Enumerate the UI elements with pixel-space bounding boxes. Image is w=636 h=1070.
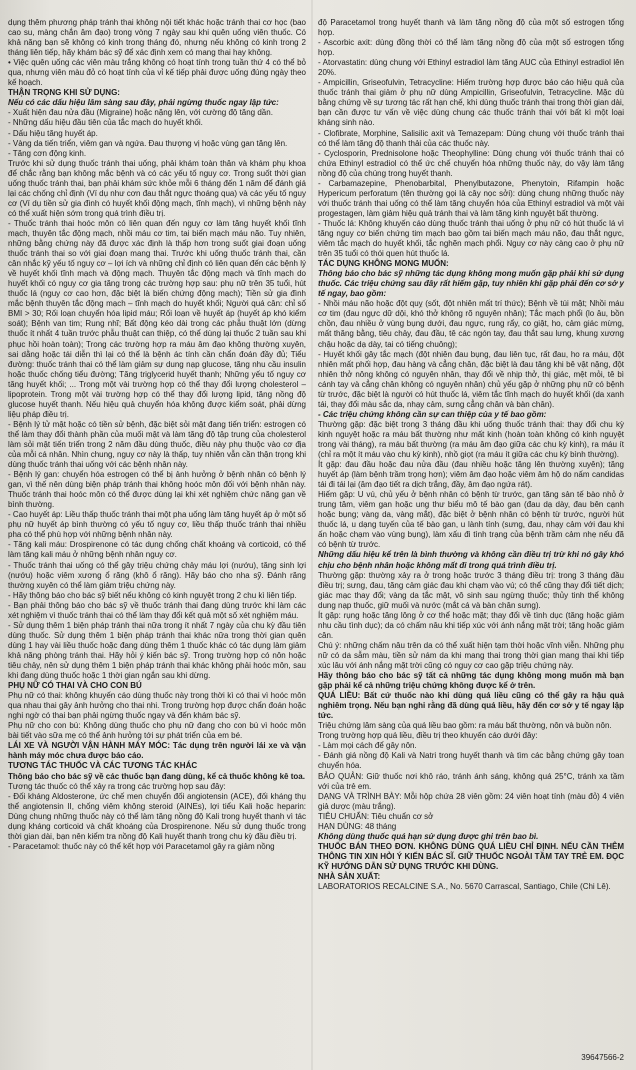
paragraph: Thường gặp: thường xảy ra ở trong hoặc trước 3 tháng điều trị: trong 3 tháng đầu điều trị; sưng, đau, tăng cảm giác đau khi chạm vào vú; có thể cũng thay đổi tiết dịch; giác mạc thay đổi; vàng da tắc mật, vô sinh sau ngừng thuốc; thủy tinh thể không dung nạp thuốc, giữ muối và nước (mắt cá và bàn chân sưng). bbox=[318, 570, 624, 610]
section-heading: TÁC DỤNG KHÔNG MONG MUỐN: bbox=[318, 259, 449, 269]
emphasis-paragraph: Những dấu hiệu kể trên là bình thường và không cần điều trị trừ khi nó gây khó chịu cho bệnh nhân hoặc không mất đi trong quá trình điều trị. bbox=[318, 550, 624, 570]
paragraph: - Đối kháng Aldosterone, ức chế men chuyển đối angiotensin (ACE), đối kháng thụ thể angiotensin II, chống viêm không steroid (AINEs), lợi tiểu Kali hoặc heparin: Dùng chung những thuốc này có thể làm tăng nồng độ Kali trong huyết thanh vì tác dụng kháng corticoid và chất khoáng của Drospirenone. Nếu sử dụng thuốc trong thời gian dài, bạn nên kiểm tra nồng độ Kali huyết thanh trong chu kỳ đầu điều trị. bbox=[8, 791, 306, 841]
paragraph: - Bệnh lý tử mật hoặc có tiền sử bệnh, đặc biệt sỏi mật đang tiến triển: estrogen có thể làm thay đổi thành phần của muối mật và làm tăng độ tập trung của cholesterol làm sỏi mật tiến triển trong 2 năm đầu dùng thuốc, điều này phụ thuộc vào cơ địa của mỗi cá nhân. Nhìn chung, nguy cơ này là thấp, tuy nhiên vẫn cần thận trọng khi dùng thuốc tránh thai uống với các bệnh nhân này. bbox=[8, 419, 306, 470]
paragraph: - Thuốc lá: Không khuyến cáo dùng thuốc tránh thai uống ở phụ nữ có hút thuốc lá vì tăng nguy cơ biến chứng tim mạch bao gồm tai biến mạch máu não, đau thắt ngực, viêm tắc mạch do huyết khối, tắc nghẽn mạch phổi. Nguy cơ này càng cao ở phụ nữ trên 35 tuổi có thói quen hút thuốc lá. bbox=[318, 218, 624, 259]
paragraph: - Atorvastatin: dùng chung với Ethinyl estradiol làm tăng AUC của Ethinyl estradiol lên 20%. bbox=[318, 58, 624, 78]
paragraph: Ít gặp: rụng hoặc tăng lông ở cơ thể hoặc mặt; thay đổi về tình dục (tăng hoặc giảm nhu cầu tình dục); da có chấm nâu khi tiếp xúc với ánh nắng mặt trời; tăng hoặc giảm cân. bbox=[318, 610, 624, 640]
paragraph: - Clofibrate, Morphine, Salisilic axit và Temazepam: Dùng chung với thuốc tránh thai có thể làm tăng độ thanh thải của các thuốc này. bbox=[318, 128, 624, 148]
paragraph: - Tăng kali máu: Drospirenone có tác dụng chống chất khoáng và corticoid, có thể làm tăng kali máu ở những bệnh nhân nguy cơ. bbox=[8, 540, 306, 560]
section-heading: Thông báo cho bác sỹ về các thuốc bạn đang dùng, kể cả thuốc không kê toa. bbox=[8, 771, 305, 781]
paragraph: - Tăng cơn động kinh. bbox=[8, 148, 87, 158]
paragraph: DẠNG VÀ TRÌNH BÀY: Mỗi hộp chứa 28 viên gồm: 24 viên hoạt tính (màu đỏ) 4 viên giả dược (màu trắng). bbox=[318, 791, 624, 811]
section-heading: TƯƠNG TÁC THUỐC VÀ CÁC TƯƠNG TÁC KHÁC bbox=[8, 761, 198, 771]
paragraph: - Huyết khối gây tắc mạch (đột nhiên đau bụng, đau liên tục, rất đau, ho ra máu, đột nhiên mất phối hợp, đau hàng và cẳng chân, đặc biệt là đau tăng khi bê vật nặng, đột nhiên thở nông không có nguyên nhân, thay đổi về nhịp thở, thị giác, mệt mỏi, tê bì cánh tay và cẳng chân không có nguyên nhân) chủ yếu gặp ở những phụ nữ có bệnh từ trước, đặc biệt là người có hút thuốc lá, viêm tắc tĩnh mạch do huyết khối (da xanh tái, thay đổi màu sắc da, nhạy cảm, sưng cẳng chân và bàn chân). bbox=[318, 349, 624, 409]
paragraph: - Dấu hiệu tăng huyết áp. bbox=[8, 128, 98, 138]
page-fold bbox=[311, 0, 313, 1070]
emphasis-paragraph: Nếu có các dấu hiệu lâm sàng sau đây, phải ngừng thuốc ngay lập tức: bbox=[8, 98, 279, 108]
paragraph: - Hãy thông báo cho bác sỹ biết nếu không có kinh nguyệt trong 2 chu kì liên tiếp. bbox=[8, 590, 297, 600]
paragraph: Chú ý: những chấm nâu trên da có thể xuất hiện tạm thời hoặc vĩnh viễn. Những phụ nữ có da sẫm màu, tiền sử nám da khi mang thai trong thời gian mang thai khi tiếp xúc lâu với ánh nắng mặt trời cũng có nguy cơ cao gặp triệu chứng này. bbox=[318, 640, 624, 670]
paragraph: BẢO QUẢN: Giữ thuốc nơi khô ráo, tránh ánh sáng, không quá 25°C, tránh xa tầm với của trẻ em. bbox=[318, 771, 624, 791]
paragraph: - Carbamazepine, Phenobarbital, Phenylbutazone, Phenytoin, Rifampin hoặc Hypericum perforatum (tên thường gọi là cây nọc sởi): dùng chung những thuốc này với thuốc tránh thai uống có thể làm tăng chuyển hóa của Ethinyl estradiol và một vài progestagen, làm giảm hiệu quả tránh thai và làm tăng kinh nguyệt bất thường. bbox=[318, 178, 624, 218]
section-heading: QUÁ LIỀU: Bất cứ thuốc nào khi dùng quá liều cũng có thể gây ra hậu quả nghiêm trọng. Nếu bạn nghi rằng đã dùng quá liều, hãy đến cơ sở y tế ngay lập tức. bbox=[318, 691, 624, 721]
paragraph: HẠN DÙNG: 48 tháng bbox=[318, 821, 397, 831]
paragraph: - Thuốc tránh thai uống có thể gây triệu chứng chảy máu lợi (nướu), tăng sinh lợi (nướu) hoặc viêm xương ổ răng (khô ổ răng). Hãy báo cho nha sỹ. Đánh răng thường xuyên có thể làm giảm triệu chứng này. bbox=[8, 560, 306, 590]
paragraph: - Bạn phải thông báo cho bác sỹ về thuốc tránh thai đang dùng trước khi làm các xét nghiệm vì thuốc tránh thai có thể làm thay đổi kết quả một số xét nghiệm máu. bbox=[8, 600, 306, 620]
emphasis-paragraph: Không dùng thuốc quá hạn sử dụng được ghi trên bao bì. bbox=[318, 831, 539, 841]
left-text-column bbox=[8, 18, 306, 852]
paragraph: - Vàng da tiến triển, viêm gan và ngứa. Đau thượng vị hoặc vùng gan tăng lên. bbox=[8, 138, 288, 148]
paragraph: - Sử dụng thêm 1 biện pháp tránh thai nữa trong ít nhất 7 ngày của chu kỳ đầu tiên dùng thuốc. Sử dụng thêm 1 biện pháp tránh thai khác nữa trong thời gian quên dùng 1 hay vài liều thuốc hoặc đang dùng thêm 1 thuốc khác có tác dụng làm giảm khả năng phòng tránh thai. Hãy hỏi ý kiến bác sỹ. Trong trường hợp có nôn hoặc tiêu chảy, nên sử dụng thêm 1 biện pháp tránh thai khác không phải hoóc môn, sau khi đang dùng thuốc hoặc 1 thời gian ngắn sau khi dừng. bbox=[8, 620, 306, 681]
section-heading: PHỤ NỮ CÓ THAI VÀ CHO CON BÚ bbox=[8, 681, 142, 691]
paragraph: - Ascorbic axit: dùng đồng thời có thể làm tăng nồng độ của một số estrogen tổng hợp. bbox=[318, 38, 624, 58]
paragraph: Triệu chứng lâm sàng của quá liều bao gồm: ra máu bất thường, nôn và buồn nôn. bbox=[318, 721, 612, 731]
paragraph: - Ampicillin, Griseofulvin, Tetracycline: Hiếm trường hợp được báo cáo hiệu quả của thuốc tránh thai giảm ở phụ nữ dùng Ampicillin, Griseofulvin, Tetracycline. Mặc dù bằng chứng về sự tương tác rất hạn chế, khi dùng thuốc tránh thai trong thời gian dài, bạn cần được tư vấn về việc dùng chung các thuốc tránh thai với bất kì một loại kháng sinh nào. bbox=[318, 78, 624, 128]
paragraph: Trong trường hợp quá liều, điều trị theo khuyến cáo dưới đây: bbox=[318, 731, 538, 741]
paragraph: - Làm mọi cách để gây nôn. bbox=[318, 741, 417, 751]
section-heading: THUỐC BÁN THEO ĐƠN. KHÔNG DÙNG QUÁ LIỀU CHỈ ĐỊNH. NẾU CẦN THÊM THÔNG TIN XIN HỎI Ý KIẾN BÁC SĨ. GIỮ THUỐC NGOÀI TẦM TAY TRẺ EM. ĐỌC KỸ HƯỚNG DẪN SỬ DỤNG TRƯỚC KHI DÙNG. bbox=[318, 841, 624, 871]
emphasis-paragraph: Thông báo cho bác sỹ những tác dụng không mong muốn gặp phải khi sử dụng thuốc. Các triệu chứng sau đây rất hiếm gặp, tuy nhiên khi gặp phải đến cơ sở y tế ngay, bao gồm: bbox=[318, 269, 624, 299]
paragraph: - Paracetamol: thuốc này có thể kết hợp với Paracetamol gây ra giảm nồng bbox=[8, 841, 275, 851]
paragraph: - Nhồi máu não hoặc đột quỵ (sốt, đột nhiên mất trí thức); Bệnh về túi mật; Nhồi máu cơ tim (đau ngực dữ dội, khó thở không rõ nguyên nhân); Tắc mạch phổi (lo âu, bồn chồn, đau nhiều ở vùng bụng dưới, đau ngực, rung rẩy, co giật, ho, cảm giác mừng, mất thăng bằng, tiêu chảy, đau đầu, tê các ngón tay, đau thắt sau lưng, khung xương chậu hoặc dạ dày, tai có tiếng chuông); bbox=[318, 299, 624, 349]
paragraph: - Cao huyết áp: Liều thấp thuốc tránh thai một pha uống làm tăng huyết áp ở một số phụ nữ huyết áp bình thường có yếu tố nguy cơ, liều thấp thuốc tránh thai nhiều pha có thể phù hợp với những bệnh nhân này. bbox=[8, 510, 306, 540]
paragraph: độ Paracetamol trong huyết thanh và làm tăng nồng độ của một số estrogen tổng hợp. bbox=[318, 18, 624, 38]
paragraph: • Việc quên uống các viên màu trắng không có hoạt tính trong tuần thứ 4 có thể bỏ qua, nhưng viên màu đỏ có hoạt tính của vỉ kế tiếp phải được uống đúng ngày theo kế hoạch. bbox=[8, 58, 306, 88]
section-heading: Hãy thông báo cho bác sỹ tất cả những tác dụng không mong muốn mà bạn gặp phải kể cả những triệu chứng không được kể ở trên. bbox=[318, 671, 624, 691]
paragraph: Phụ nữ cho con bú: Không dùng thuốc cho phụ nữ đang cho con bú vì hoóc môn bài tiết vào sữa mẹ có thể ảnh hưởng tới sự phát triển của em bé. bbox=[8, 721, 306, 741]
paragraph: Tương tác thuốc có thể xảy ra trong các trường hợp sau đây: bbox=[8, 781, 226, 791]
paragraph: Hiếm gặp: U vú, chủ yếu ở bệnh nhân có bệnh từ trước, gan tăng sản tế bào nhỏ ở trung tâm, viêm gan hoặc ung thư biểu mô tế bào gan (đau dạ dày, đau bên cạnh hoặc bụng; vàng da, vàng mắt), đặc biệt ở bệnh nhân có bệnh từ trước, người hút thuốc lá, u dạng tuyến của tế bào gan, u lành tính (sưng, đau, nhạy cảm với đau khi ấn hoặc chạm vào vùng bụng), làm xấu đi tình trạng của bệnh trầm cảm nhẹ nếu đã có bệnh từ trước. bbox=[318, 490, 624, 550]
paragraph: dụng thêm phương pháp tránh thai không nội tiết khác hoặc tránh thai cơ học (bao cao su, màng chắn âm đạo) trong vòng 7 ngày sau khi quên uống viên thuốc. Có khả năng bạn sẽ không có kinh trong tháng đó, nhưng nếu không có kinh trong 2 tháng liên tiếp, hãy khám bác sỹ để xác định xem có mang thai hay không. bbox=[8, 18, 306, 58]
section-heading: NHÀ SẢN XUẤT: bbox=[318, 871, 381, 881]
paragraph: Trước khi sử dụng thuốc tránh thai uống, phải khám toàn thân và khám phụ khoa để chắc rằng bạn không mắc bệnh và có các yếu tố nguy cơ. Trong suốt thời gian uống thuốc tránh thai, bạn phải khám sức khỏe mỗi 6 tháng đến 1 năm để đánh giá lại các chống chỉ định (Ví dụ như cơn đau thắt ngực thoáng qua) và các yếu tố nguy cơ (Ví dụ tiền sử gia đình có huyết khối động mạch, tĩnh mạch), vì những bệnh này có thể xuất hiện sớm trong quá trình điều trị. bbox=[8, 158, 306, 218]
emphasis-paragraph: - Các triệu chứng không cần sự can thiệp của y tế bao gồm: bbox=[318, 409, 547, 419]
paragraph: - Thuốc tránh thai hoóc môn có liên quan đến nguy cơ làm tăng huyết khối tĩnh mạch, thuyên tắc động mạch, nhồi máu cơ tim, tai biến mạch máu não. Tuy nhiên, những bằng chứng này đã được xác định là thấp hơn trong suốt giai đoạn uống thuốc tránh thai so với giai đoạn mang thai. Trước khi uống thuốc tránh thai, cần cân nhắc kỹ yếu tố nguy cơ – lợi ích và những chỉ định có liên quan đến các bệnh lý về huyết khối tĩnh mạch và động mạch. Thuyên tắc động mạch và tĩnh mạch do huyết khối có nguy cơ gia tăng trong các trường hợp sau: phụ nữ trên 35 tuổi, hút thuốc lá (nguy cơ cao hơn, đặc biệt là biến chứng động mạch); Tiền sử gia đình mắc bệnh thuyên tắc động mạch – tĩnh mạch do huyết khối; Người quá cân: chỉ số BMI > 30; Rối loạn chuyển hóa lipid máu; Rối loạn về huyết áp (huyết áp khó kiểm soát); Bệnh van tim; Rung nhĩ; Bất động kéo dài trong các phẫu thuật lớn (dừng thuốc ít nhất 4 tuần trước phẫu thuật can thiệp, có thể dùng lại thuốc 2 tuần sau khi phục hồi hoàn toàn); Trong các trường hợp ra máu âm đạo không thường xuyên, sai dằng hoặc tái diễn thì lại có thể là bệnh ác tính cần chẩn đoán đầy đủ; Tiểu đường: thuốc tránh thai có thể làm giảm sự dung nạp glucose, tăng nhu cầu insulin hoặc thuốc chống tiểu đường; Tăng triglycerid huyết thanh; Những yếu tố nguy cơ tăng huyết khối; ... Trong một vài trường hợp có thể thay đổi lượng cholesterol – lipoprotein. Trong một vài trường hợp có thể thay đổi lượng lipid, tăng nồng độ glucose huyết thanh. Nếu hiệu quả chuyển hóa không được kiểm soát, phải dừng liệu pháp điều trị. bbox=[8, 218, 306, 419]
section-heading: LÁI XE VÀ NGƯỜI VẬN HÀNH MÁY MÓC: Tác dụng trên người lái xe và vận hành máy móc chưa được báo cáo. bbox=[8, 741, 306, 761]
section-heading: THẬN TRỌNG KHI SỬ DỤNG: bbox=[8, 88, 120, 98]
paragraph: - Xuất hiện đau nửa đầu (Migraine) hoặc nặng lên, với cường độ tăng dần. bbox=[8, 108, 273, 118]
paragraph: - Cyclosporin, Prednisolone hoặc Theophylline: Dùng chung với thuốc tránh thai có chứa Ethinyl estradiol có thể ức chế chuyển hóa những thuốc này, do vậy làm tăng nồng độ của chúng trong huyết thanh. bbox=[318, 148, 624, 178]
paragraph: Ít gặp: đau đầu hoặc đau nửa đầu (đau nhiều hoặc tăng lên thường xuyên); tăng huyết áp (làm bệnh trầm trọng hơn); viêm âm đạo hoặc viêm âm hộ do nấm candidas tái đi tái lại (âm đạo tiết ra dịch trắng, đầy, âm đạo ngứa rát). bbox=[318, 460, 624, 490]
paragraph: - Những dấu hiệu đầu tiên của tắc mạch do huyết khối. bbox=[8, 118, 203, 128]
right-text-column bbox=[318, 18, 624, 892]
document-code: 39647566-2 bbox=[581, 1053, 624, 1062]
paragraph: TIÊU CHUẨN: Tiêu chuẩn cơ sở bbox=[318, 811, 434, 821]
paragraph: - Bệnh lý gan: chuyển hóa estrogen có thể bị ảnh hưởng ở bệnh nhân có bệnh lý gan, vì thế nên dùng biện pháp tránh thai không hoóc môn đối với bệnh nhân này. Thuốc tránh thai hoóc môn có thể được dùng lại khi xét nghiệm chức năng gan về bình thường. bbox=[8, 470, 306, 510]
paragraph: Thường gặp: đặc biệt trong 3 tháng đầu khi uống thuốc tránh thai: thay đổi chu kỳ kinh nguyệt hoặc ra máu bất thường như mất kinh (hoàn toàn không có kinh nguyệt trong vài tháng), ra máu bất thường (ra máu âm đạo giữa các chu kỳ kinh), ra máu ít (chỉ ra một ít máu vào chu kỳ kinh), nhồ giọt (ra máu ít giữa các chu kỳ bình thường). bbox=[318, 419, 624, 460]
paragraph: Phụ nữ có thai: không khuyến cáo dùng thuốc này trong thời kì có thai vì hoóc môn qua nhau thai gây ảnh hưởng cho thai nhi. Trong trường hợp được chẩn đoán hoặc nghi ngờ có thai bạn phải ngừng thuốc ngay và đến khám bác sỹ. bbox=[8, 691, 306, 721]
paragraph: LABORATORIOS RECALCINE S.A., No. 5670 Carrascal, Santiago, Chile (Chi Lê). bbox=[318, 882, 611, 892]
paragraph: - Đánh giá nồng độ Kali và Natri trong huyết thanh và tìm các bằng chứng gây toan chuyển hóa. bbox=[318, 751, 624, 771]
